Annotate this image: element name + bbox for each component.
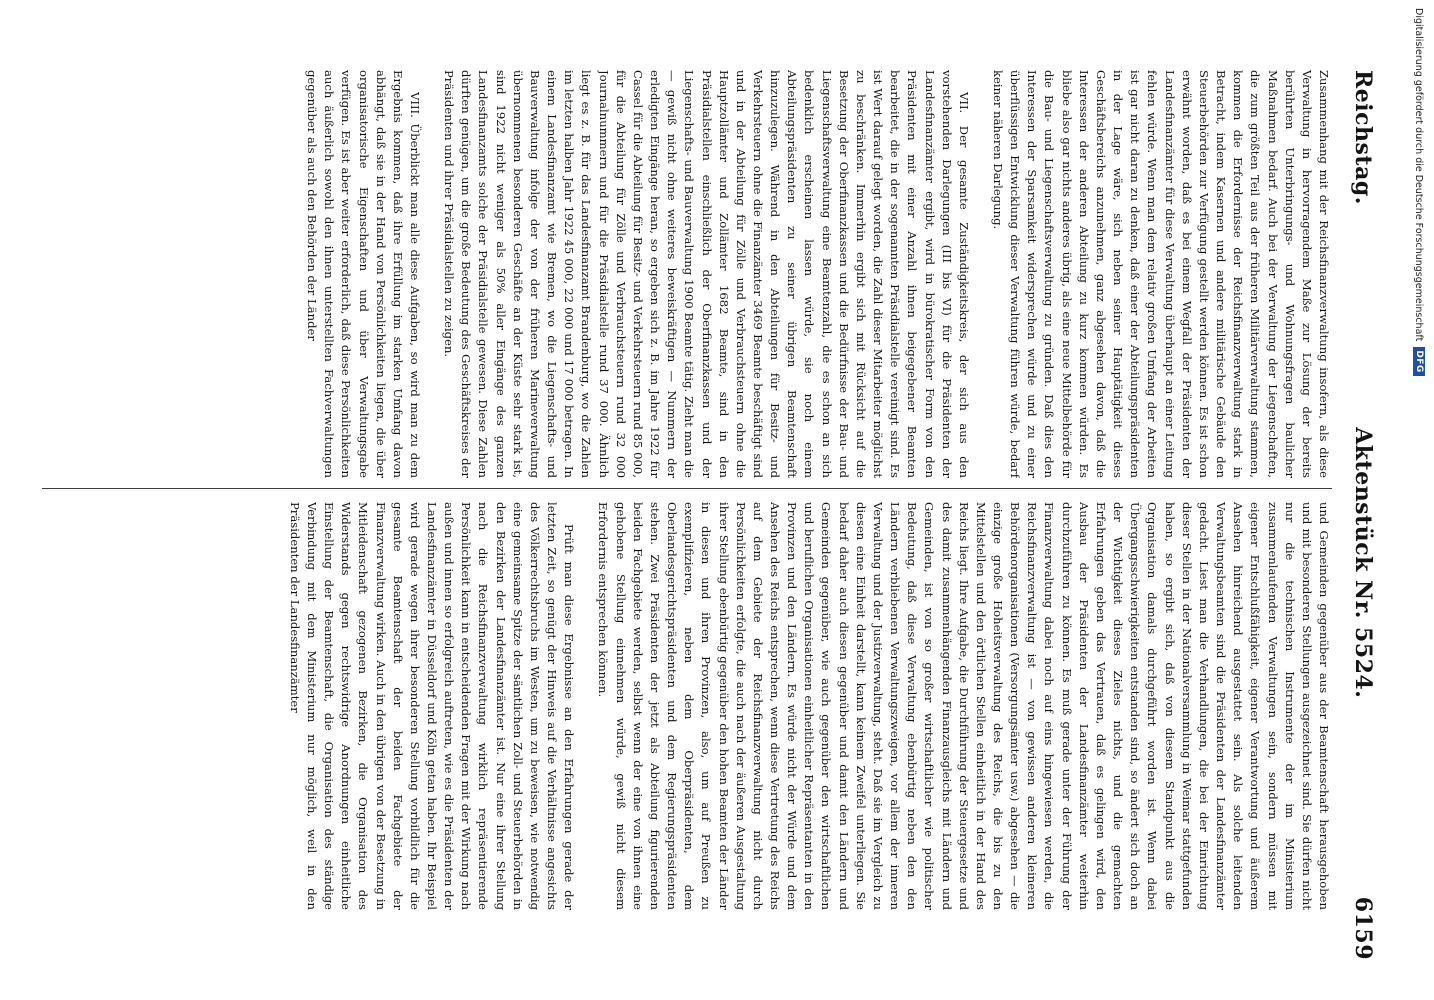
digitization-credit	[1414, 8, 1432, 1000]
paragraph: Prüft man diese Ergebnisse an den Erfahrungen gerade der letzten Zeit, so genügt der Hinweis auf die Verhältnisse angesichts des Völkerrechtsbruchs im Westen, um zu beweisen, wie notwendig eine gemeinsame Spitze der sämtlichen Zoll- und Steuerbehörden in den Bezirken der Landesfinanzämter ist. Nur eine ihrer Stellung nach die Reichsfinanzverwaltung wirklich repräsentierende Persönlichkeit kann in entscheidenden Fragen mit der Wirkung nach außen und innen so erfolgreich auftreten, wie es die Präsidenten der Landesfinanzämter in Düsseldorf und Köln getan haben. Ihr Beispiel wird gerade wegen ihrer besonderen Stellung vorbildlich für die gesamte Beamtenschaft der beiden Fachgebiete der Finanzverwaltung wirken. Auch in den übrigen von der Besetzung in Mitleidenschaft gezogenen Bezirken, die Organisation des Widerstands gegen rechtswidrige Anordnungen einheitliche Einstellung der Beamtenschaft, die Organisation des ständige Verbindung mit dem Ministerium nur möglich, weil in den Präsidenten der Landesfinanzämter	[287, 502, 577, 910]
rotated-document-page	[30, 0, 1410, 1000]
text-column-left	[42, 70, 1332, 478]
credit-text: Digitalisierung gefördert durch die Deutsche Forschungsgemeinschaft	[1413, 8, 1425, 342]
header-institution: Reichstag.	[1350, 70, 1376, 205]
paragraph: und Gemeinden gegenüber aus der Beamtenschaft herausgehoben und mit besonderen Stellungen ausgezeichnet sind. Sie dürfen nicht nur die technischen Instrumente der im Ministerium zusammenlaufenden Verwaltungen sein, sondern müssen mit eigener Entschlußfähigkeit, eigener Verantwortung und äußerem Ansehen hinreichend ausgestattet sein. Als solche leitenden Verwaltungsbeamten sind die Präsidenten der Landesfinanzämter gedacht. Liest man die Verhandlungen, die bei der Einrichtung dieser Stellen in der Nationalversammlung in Weimar stattgefunden haben, so ergibt sich, daß von diesem Standpunkt aus die Organisation damals durchgeführt worden ist. Wenn dabei Übergangsschwierigkeiten entstanden sind, so ändert sich doch an der Wichtigkeit dieses Zieles nichts, und die gemachten Erfahrungen geben das Vertrauen, daß es gelingen wird, den Ausbau der Präsidenten der Landesfinanzämter weiterhin durchzuführen zu können. Es muß gerade unter der Führung der Finanzverwaltung dabei noch auf eins hingewiesen werden, die Reichsfinanzverwaltung ist — von gewissen anderen kleineren Behördenorganisationen (Versorgungsämter usw.) abgesehen — die einzige große Hoheitsverwaltung des Reichs, die bis zu den Mittelstellen und den örtlichen Stellen einheitlich in der Hand des Reichs liegt. Ihre Aufgabe, die Durchführung der Steuergesetze und des damit zusammenhängenden Finanzausgleichs mit Ländern und Gemeinden, ist von so großer wirtschaftlicher wie politischer Bedeutung, daß diese Verwaltung ebenbürtig neben den den Ländern verbliebenen Verwaltungszweigen, vor allem der inneren Verwaltung und der Justizverwaltung, steht. Daß sie im Vergleich zu diesen eine Einheit darstellt, kann keinem Zweifel unterliegen. Sie bedarf daher auch diesen gegenüber und damit den Ländern und Gemeinden gegenüber, wie auch gegenüber den wirtschaftlichen und beruflichen Organisationen einheitlicher Repräsentanten in den Provinzen und den Ländern. Es würde nicht der Würde und dem Ansehen des Reichs entsprechen, wenn diese Vertretung des Reichs auf dem Gebiete der Reichsfinanzverwaltung nicht durch Persönlichkeiten erfolgte, die auch nach der äußeren Ausgestaltung ihrer Stellung ebenbürtig gegenüber den hohen Beamten der Länder in diesen und ihren Provinzen, also, um auf Preußen zu exemplifizieren, neben dem Oberpräsidenten, dem Oberlandesgerichtspräsidenten und dem Regierungspräsidenten stehen. Zwei Präsidenten der jetzt als Abteilung figurierenden beiden Fachgebiete werden, selbst wenn der eine von ihnen eine gehobene Stellung einnehmen würde, gewiß nicht diesem Erfordernis entsprechen können.	[596, 502, 1331, 910]
paragraph: VIII. Überblickt man alle diese Aufgaben, so wird man zu dem Ergebnis kommen, daß ihre Erfüllung im starken Umfang davon abhängt, daß sie in der Hand von Persönlichkeiten liegen, die über organisatorische Eigenschaften und über Verwaltungsgabe verfügen. Es ist aber weiter erforderlich, daß diese Persönlichkeiten auch äußerlich sowohl den ihnen unterstellten Fachverwaltungen gegenüber als auch den Behörden der Länder	[305, 70, 423, 478]
text-column-right	[42, 502, 1332, 910]
header-document-number: Aktenstück Nr. 5524.	[1350, 427, 1376, 699]
page-number: 6159	[1350, 896, 1376, 960]
column-divider	[42, 488, 1332, 489]
paragraph: Zusammenhang mit der Reichsfinanzverwaltung insofern, als diese Verwaltung in hervorragendem Maße zur Lösung der bereits berührten Unterbringungs- und Wohnungsfragen baulicher Maßnahmen bedarf. Auch bei der Verwaltung der Liegenschaften, die zum größten Teil aus der früheren Militärverwaltung stammen, kommen die Erfordernisse der Reichsfinanzverwaltung stark in Betracht, indem Kasernen und andere militärische Gebäude den Steuerbehörden zur Verfügung gestellt werden können. Es ist schon erwähnt worden, daß es bei einem Wegfall der Präsidenten der Landesfinanzämter für diese Verwaltung überhaupt an einer Leitung fehlen würde. Wenn man dem relativ großen Umfang der Arbeiten ist gar nicht daran zu denken, daß einer der Abteilungspräsidenten in der Lage wäre, sich neben seiner Hauptätigkeit dieses Geschäftsbereichs anzunehmen, ganz abgesehen davon, daß die Interessen der anderen Abteilung zu kurz kommen würden. Es bliebe also gar nichts anderes übrig, als eine neue Mittelbehörde für die Bau- und Liegenschaftsverwaltung zu gründen. Daß dies den Interessen der Sparsamkeit widersprechen würde und zu einer überflüssigen Entwicklung dieser Verwaltung führen würde, bedarf keiner näheren Darlegung.	[991, 70, 1331, 478]
page-header	[1350, 70, 1390, 960]
dfg-logo: DFG	[1413, 347, 1425, 376]
paragraph: VII. Der gesamte Zuständigkeitskreis, der sich aus den vorstehenden Darlegungen (III bis VI) für die Präsidenten der Landesfinanzämter ergibt, wird in bürokratischer Form von den Präsidenten mit einer Anzahl ihnen beigegebener Beamten bearbeitet, die in der sogenannten Präsidialstelle vereinigt sind. Es ist Wert darauf gelegt worden, die Zahl dieser Mitarbeiter möglichst zu beschränken. Immerhin ergibt sich mit Rücksicht auf die Besetzung der Oberfinanzkassen und die Bedürfnisse der Bau- und Liegenschaftsverwaltung eine Beamtenzahl, die es schon an sich bedenklich erscheinen lassen würde, sie noch einem Abteilungspräsidenten zu seiner übrigen Beamtenschaft hinzuzulegen. Während in den Abteilungen für Besitz- und Verkehrsteuern ohne die Finanzämter 3469 Beamte beschäftigt sind und in der Abteilung für Zölle und Verbrauchsteuern ohne die Hauptzollämter und Zollämter 1682 Beamte, sind in den Präsidialstellen einschließlich der Oberfinanzkassen und der Liegenschafts- und Bauverwaltung 1900 Beamte tätig. Zieht man die — gewiß nicht ohne weiteres beweiskräftigen — Nummern der erledigten Eingänge heran, so ergeben sich z. B. im Jahre 1922 für Cassel für die Abteilung für Besitz- und Verkehrsteuern rund 85 000, für die Abteilung für Zölle und Verbrauchsteuern rund 32 000 Journalnummern und für die Präsidialstelle rund 37 000. Ähnlich liegt es z. B. für das Landesfinanzamt Brandenburg, wo die Zahlen im letzten halben Jahr 1922 45 000, 22 000 und 17 000 betragen. In einem Landesfinanzamt wie Bremen, wo die Liegenschafts- und Bauverwaltung infolge der von der früheren Marineverwaltung übernommenen besonderen Geschäfte an der Küste sehr stark ist, sind 1922 nicht weniger als 50% aller Eingänge des ganzen Landesfinanzamts solche der Präsidialstelle gewesen. Diese Zahlen dürften genügen, um die große Bedeutung des Geschäftskreises der Präsidenten und ihrer Präsidialstellen zu zeigen.	[442, 70, 971, 478]
